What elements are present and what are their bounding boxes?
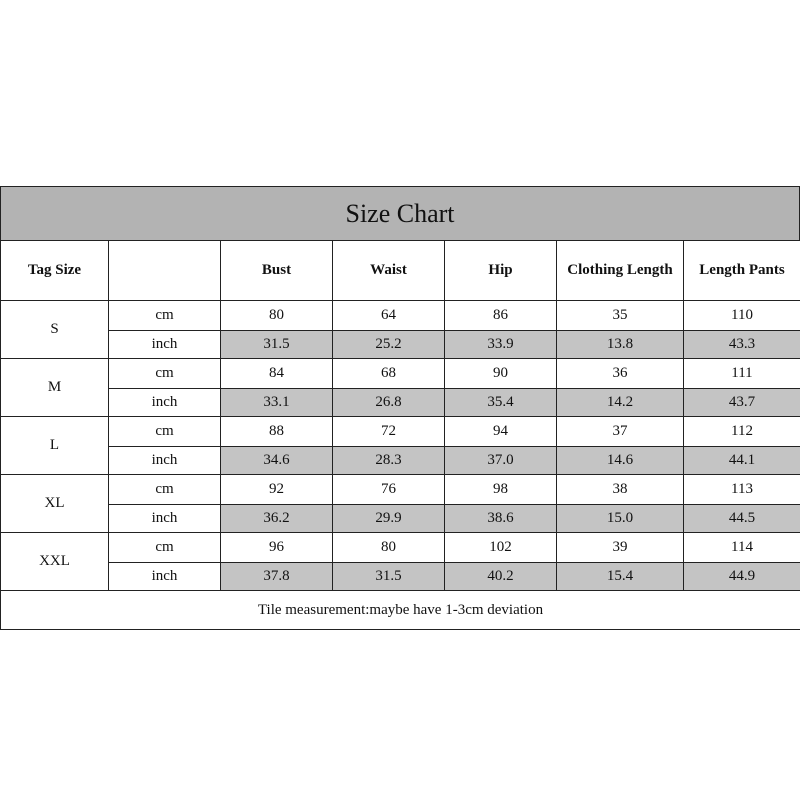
value-cell: 112 <box>684 417 800 447</box>
header-waist: Waist <box>333 241 445 301</box>
value-cell: 88 <box>221 417 333 447</box>
table-row <box>1 533 800 563</box>
value-cell: 86 <box>445 301 557 331</box>
header-clothing-length: Clothing Length <box>557 241 684 301</box>
unit-cell: cm <box>109 533 221 563</box>
unit-cell: inch <box>109 447 221 475</box>
value-cell: 113 <box>684 475 800 505</box>
value-cell: 35.4 <box>445 389 557 417</box>
value-cell: 37 <box>557 417 684 447</box>
value-cell: 39 <box>557 533 684 563</box>
value-cell: 26.8 <box>333 389 445 417</box>
value-cell: 36.2 <box>221 505 333 533</box>
value-cell: 14.2 <box>557 389 684 417</box>
value-cell: 37.8 <box>221 563 333 591</box>
header-tag-size: Tag Size <box>1 241 109 301</box>
value-cell: 96 <box>221 533 333 563</box>
value-cell: 13.8 <box>557 331 684 359</box>
value-cell: 80 <box>221 301 333 331</box>
value-cell: 33.1 <box>221 389 333 417</box>
header-row <box>1 241 800 301</box>
header-unit <box>109 241 221 301</box>
header-hip: Hip <box>445 241 557 301</box>
table-row <box>1 301 800 331</box>
table-row <box>1 475 800 505</box>
chart-title: Size Chart <box>0 186 800 241</box>
value-cell: 31.5 <box>221 331 333 359</box>
value-cell: 29.9 <box>333 505 445 533</box>
value-cell: 38.6 <box>445 505 557 533</box>
value-cell: 37.0 <box>445 447 557 475</box>
size-table <box>0 240 800 630</box>
value-cell: 92 <box>221 475 333 505</box>
value-cell: 44.5 <box>684 505 800 533</box>
unit-cell: inch <box>109 563 221 591</box>
value-cell: 102 <box>445 533 557 563</box>
note-row <box>1 591 800 630</box>
value-cell: 44.9 <box>684 563 800 591</box>
unit-cell: inch <box>109 389 221 417</box>
tag-size-cell: XL <box>1 475 109 533</box>
unit-cell: cm <box>109 417 221 447</box>
value-cell: 31.5 <box>333 563 445 591</box>
value-cell: 43.7 <box>684 389 800 417</box>
value-cell: 111 <box>684 359 800 389</box>
value-cell: 80 <box>333 533 445 563</box>
tag-size-cell: L <box>1 417 109 475</box>
value-cell: 43.3 <box>684 331 800 359</box>
value-cell: 28.3 <box>333 447 445 475</box>
value-cell: 15.4 <box>557 563 684 591</box>
value-cell: 34.6 <box>221 447 333 475</box>
value-cell: 14.6 <box>557 447 684 475</box>
value-cell: 98 <box>445 475 557 505</box>
header-bust: Bust <box>221 241 333 301</box>
table-row <box>1 331 800 359</box>
measurement-note: Tile measurement:maybe have 1-3cm deviation <box>1 591 800 630</box>
value-cell: 72 <box>333 417 445 447</box>
table-row <box>1 563 800 591</box>
value-cell: 35 <box>557 301 684 331</box>
value-cell: 68 <box>333 359 445 389</box>
unit-cell: cm <box>109 301 221 331</box>
tag-size-cell: XXL <box>1 533 109 591</box>
value-cell: 84 <box>221 359 333 389</box>
value-cell: 33.9 <box>445 331 557 359</box>
unit-cell: cm <box>109 359 221 389</box>
value-cell: 110 <box>684 301 800 331</box>
value-cell: 114 <box>684 533 800 563</box>
value-cell: 15.0 <box>557 505 684 533</box>
value-cell: 64 <box>333 301 445 331</box>
table-row <box>1 389 800 417</box>
value-cell: 94 <box>445 417 557 447</box>
table-row <box>1 359 800 389</box>
value-cell: 90 <box>445 359 557 389</box>
header-length-pants: Length Pants <box>684 241 800 301</box>
unit-cell: inch <box>109 331 221 359</box>
size-chart <box>0 186 800 633</box>
tag-size-cell: M <box>1 359 109 417</box>
table-row <box>1 505 800 533</box>
tag-size-cell: S <box>1 301 109 359</box>
table-row <box>1 447 800 475</box>
value-cell: 44.1 <box>684 447 800 475</box>
value-cell: 76 <box>333 475 445 505</box>
unit-cell: inch <box>109 505 221 533</box>
unit-cell: cm <box>109 475 221 505</box>
value-cell: 36 <box>557 359 684 389</box>
value-cell: 38 <box>557 475 684 505</box>
value-cell: 25.2 <box>333 331 445 359</box>
value-cell: 40.2 <box>445 563 557 591</box>
table-row <box>1 417 800 447</box>
